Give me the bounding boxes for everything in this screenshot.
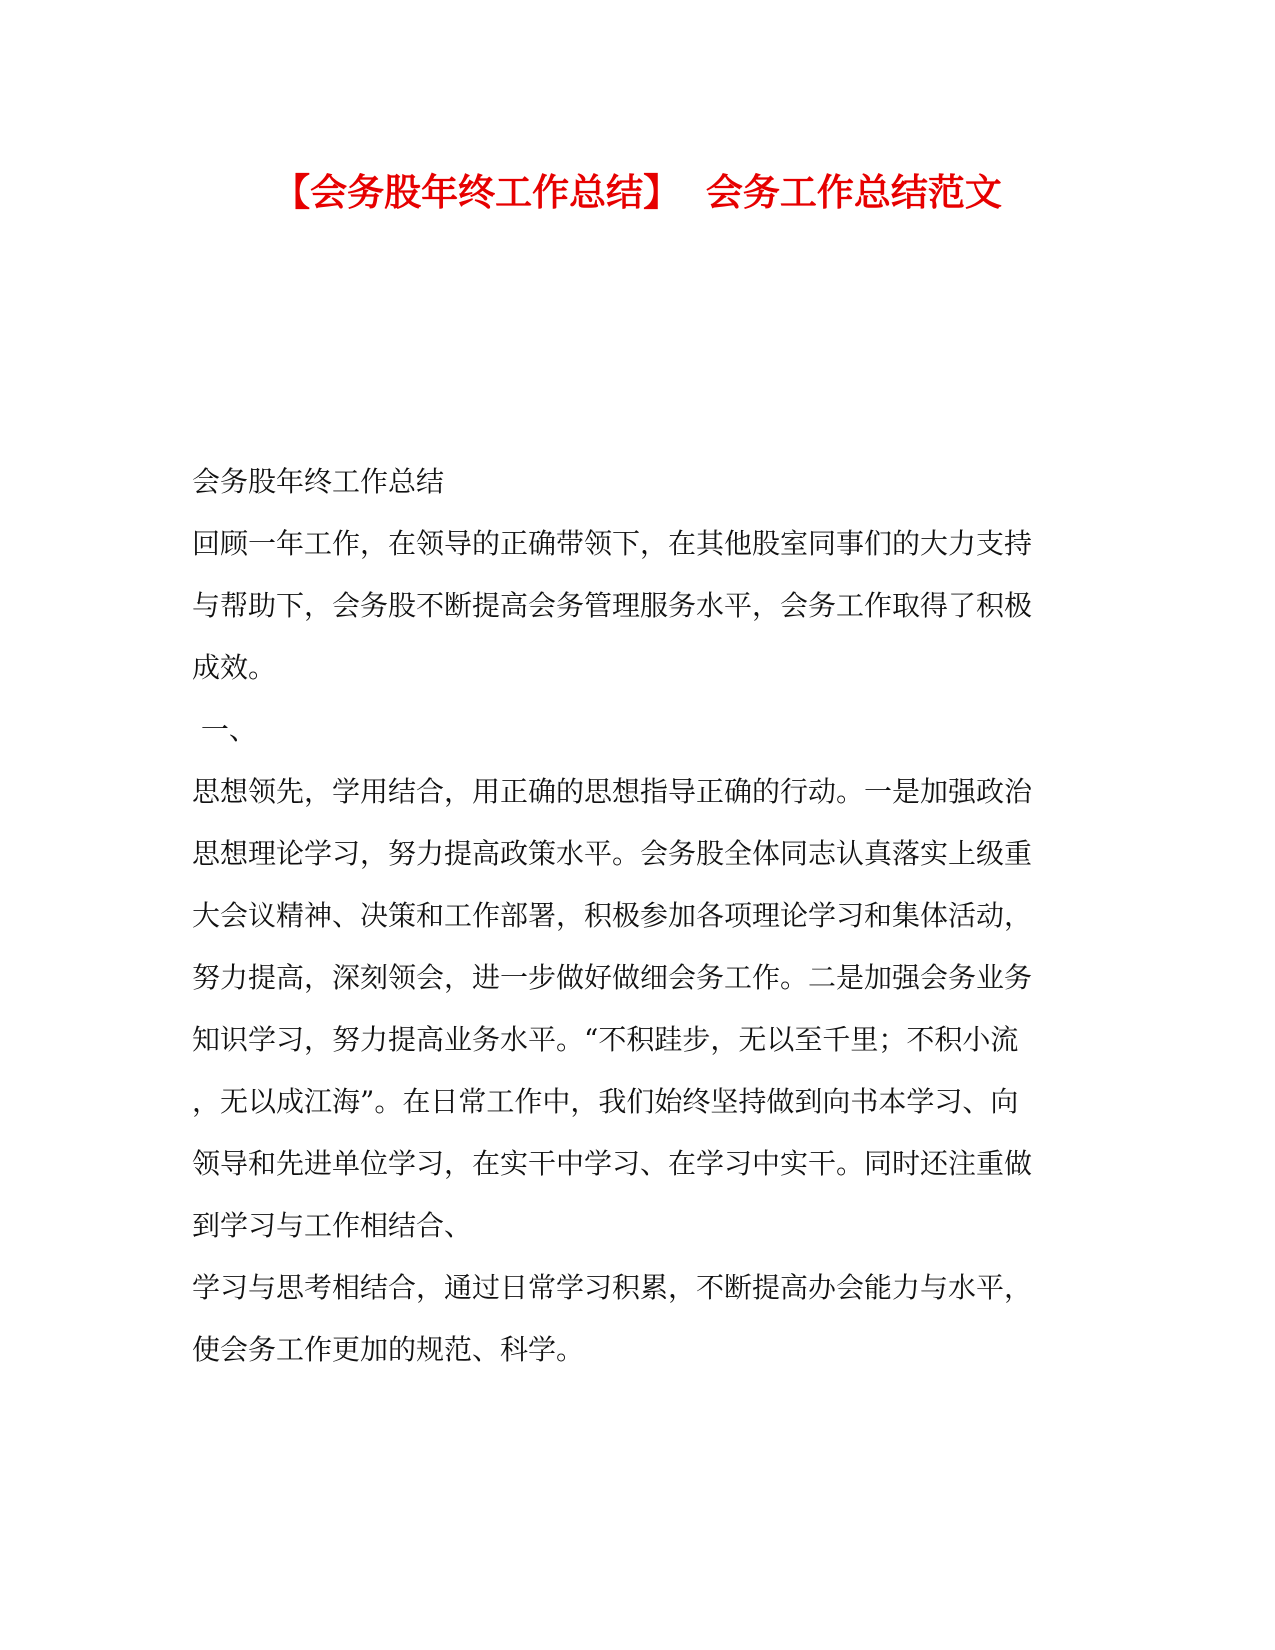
paragraph-line: 到学习与工作相结合、 — [192, 1209, 473, 1242]
paragraph-line: 学习与思考相结合，通过日常学习积累，不断提高办会能力与水平， — [192, 1271, 1033, 1304]
paragraph-line: 思想理论学习，努力提高政策水平。会务股全体同志认真落实上级重 — [192, 837, 1033, 870]
paragraph-line: 成效。 — [192, 651, 277, 684]
paragraph-line: 回顾一年工作，在领导的正确带领下，在其他股室同事们的大力支持 — [192, 527, 1033, 560]
list-number: 一、 — [192, 713, 257, 746]
section-heading: 会务股年终工作总结 — [192, 465, 445, 498]
paragraph-line: 努力提高，深刻领会，进一步做好做细会务工作。二是加强会务业务 — [192, 961, 1033, 994]
paragraph-line: 知识学习，努力提高业务水平。“不积跬步，无以至千里；不积小流 — [192, 1023, 1019, 1056]
paragraph-line: 使会务工作更加的规范、科学。 — [192, 1333, 585, 1366]
paragraph-line: ，无以成江海”。在日常工作中，我们始终坚持做到向书本学习、向 — [192, 1085, 1019, 1118]
paragraph-line: 与帮助下，会务股不断提高会务管理服务水平，会务工作取得了积极 — [192, 589, 1033, 622]
document-title: 【会务股年终工作总结】 会务工作总结范文 — [273, 170, 1002, 214]
paragraph-line: 思想领先，学用结合，用正确的思想指导正确的行动。一是加强政治 — [192, 775, 1033, 808]
paragraph-line: 领导和先进单位学习，在实干中学习、在学习中实干。同时还注重做 — [192, 1147, 1033, 1180]
paragraph-line: 大会议精神、决策和工作部署，积极参加各项理论学习和集体活动， — [192, 899, 1033, 932]
